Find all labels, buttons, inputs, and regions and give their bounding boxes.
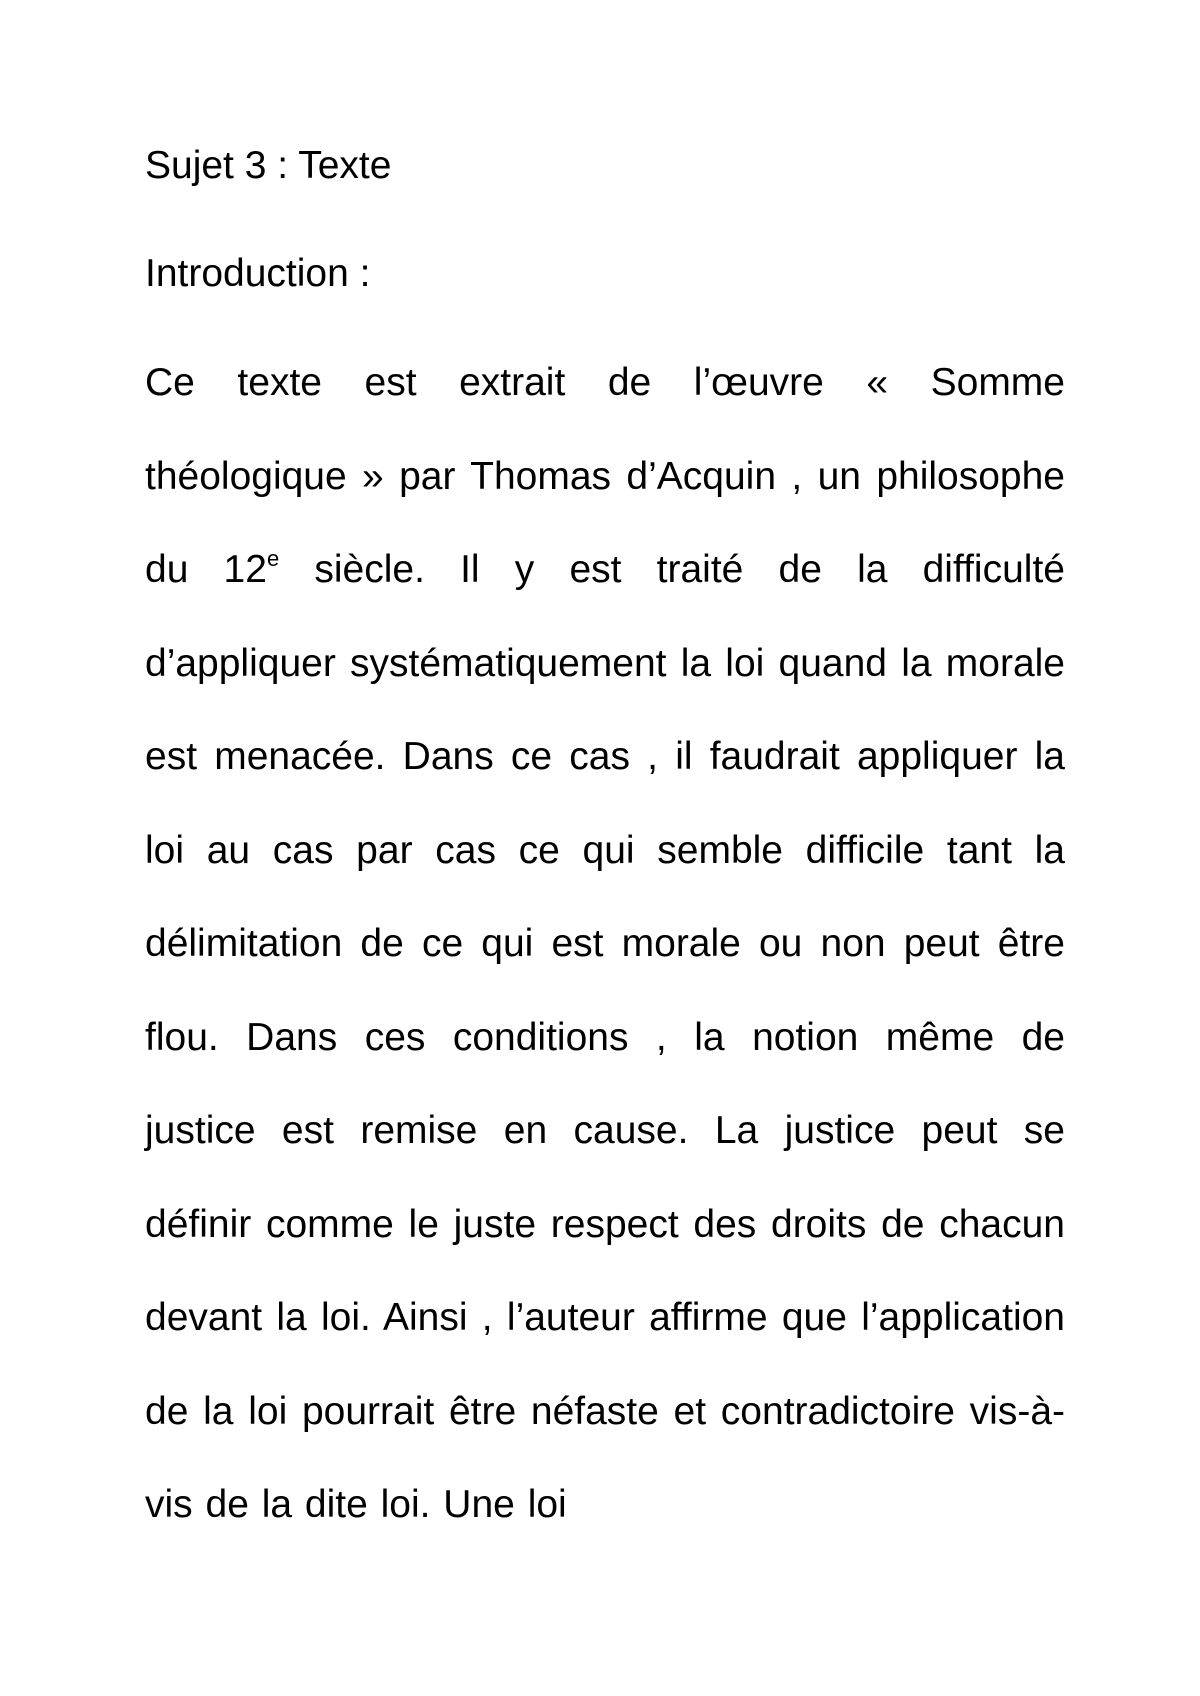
century-superscript: e xyxy=(266,546,280,571)
paragraph-text-part1: Ce texte est extrait de l’œuvre « Somme théologique » par Thomas d’Acquin , un philosophe du 12 xyxy=(145,361,1065,591)
paragraph-text-part2: siècle. Il y est traité de la difficulté d’appliquer systématiquement la loi quand la morale est menacée. Dans ce cas , il faudrait appliquer la loi au cas par cas ce qui semble difficile tant la délimitation de ce qui est morale ou non peut être flou. Dans ces conditions , la notion même de justice est remise en cause. La justice peut se définir comme le juste respect des droits de chacun devant la loi. Ainsi , l’auteur affirme que l’application de la loi pourrait être néfaste et contradictoire vis-à-vis de la dite loi. Une loi xyxy=(145,548,1065,1526)
document-content xyxy=(145,138,1065,1552)
introduction-paragraph xyxy=(145,336,1065,1552)
subject-title: Sujet 3 : Texte xyxy=(145,144,392,187)
section-title: Introduction : xyxy=(145,252,371,295)
